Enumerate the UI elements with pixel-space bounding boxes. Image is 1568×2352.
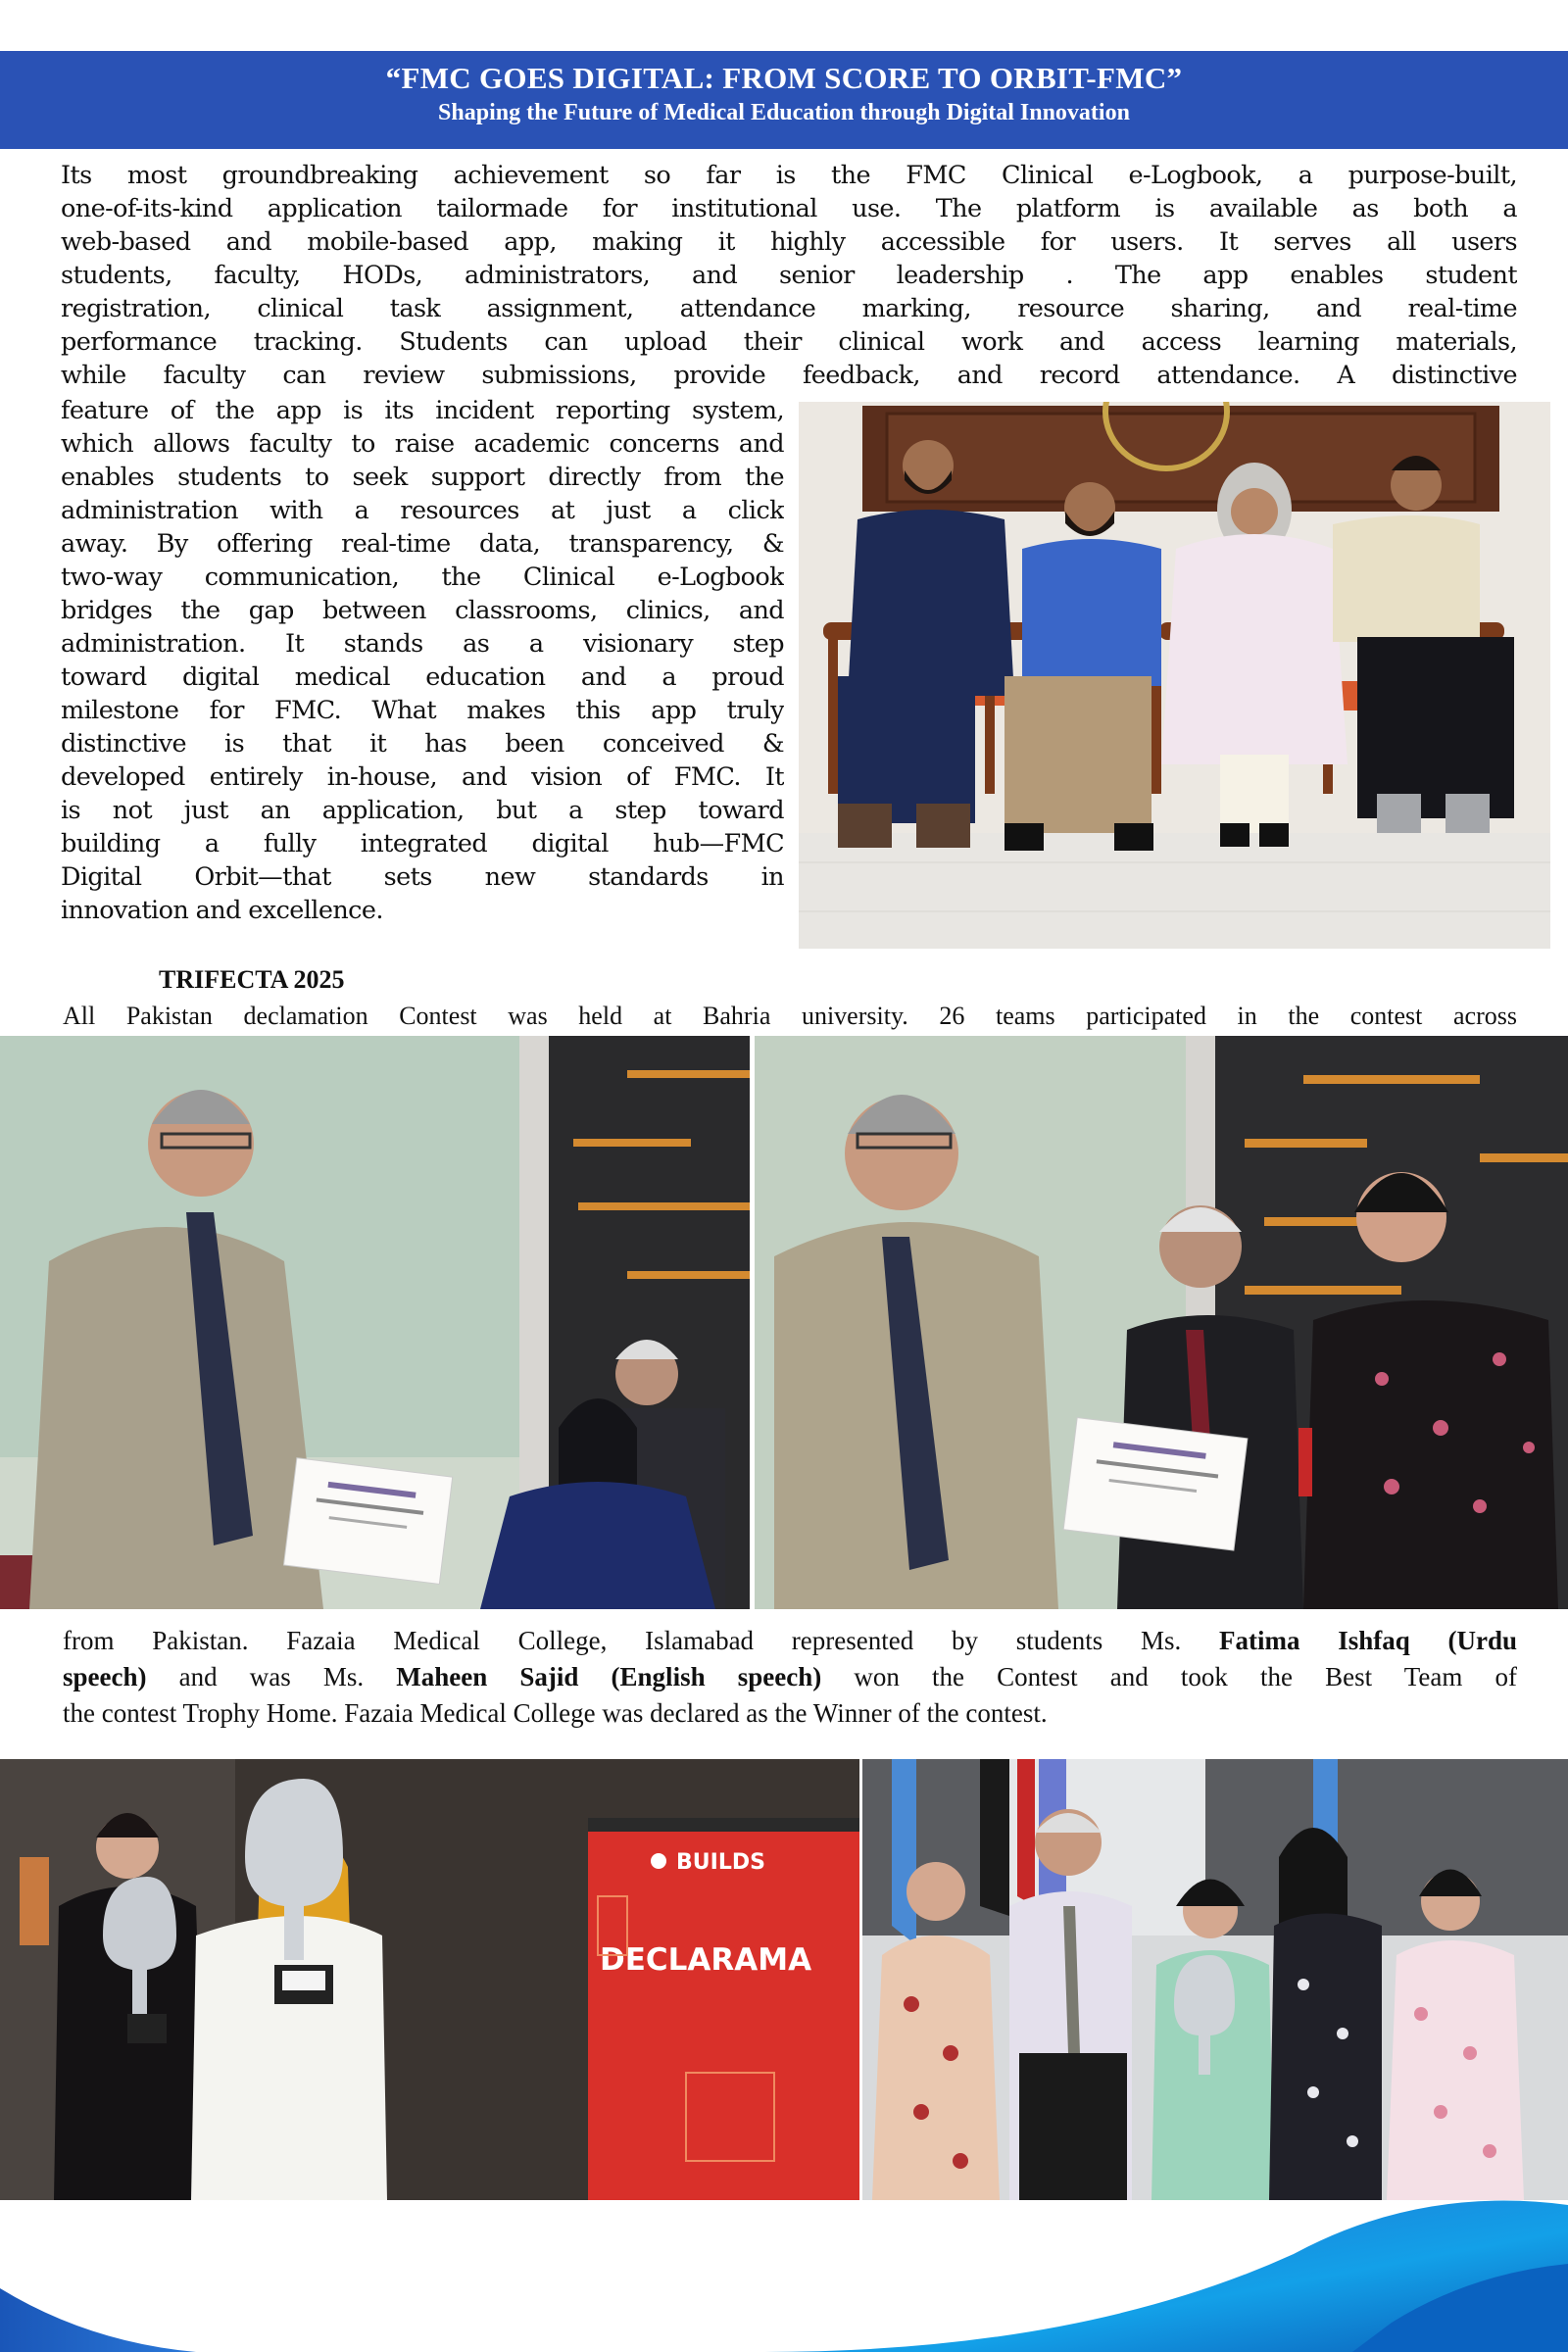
text-line: milestone for FMC. What makes this app truly (61, 696, 784, 725)
text-line: bridges the gap between classrooms, clinics, and (61, 596, 784, 625)
section-heading: TRIFECTA 2025 (159, 965, 345, 994)
text-line: the contest Trophy Home. Fazaia Medical College was declared as the Winner of the contest. (63, 1698, 1048, 1728)
certificate-award-english-photo (755, 1036, 1568, 1609)
text-line: toward digital medical education and a proud (61, 662, 784, 692)
group-photo (862, 1759, 1568, 2200)
text-line: students, faculty, HODs, administrators, and senior leadership . The app enables student (61, 261, 1517, 290)
footer-wave-decoration (0, 2195, 1568, 2352)
text-line: two-way communication, the Clinical e-Logbook (61, 563, 784, 592)
text-line: Digital Orbit—that sets new standards in (61, 862, 784, 892)
text-line: developed entirely in-house, and vision of FMC. It (61, 762, 784, 792)
text-line: while faculty can review submissions, provide feedback, and record attendance. A distinctive (61, 361, 1517, 390)
text-line: is not just an application, but a step toward (61, 796, 784, 825)
page-subtitle: Shaping the Future of Medical Education through Digital Innovation (438, 100, 1130, 125)
text-line: web-based and mobile-based app, making it highly accessible for users. It serves all users (61, 227, 1517, 257)
text-line: which allows faculty to raise academic concerns and (61, 429, 784, 459)
text-line: performance tracking. Students can upload their clinical work and access learning materials, (61, 327, 1517, 357)
article-intro-paragraph (61, 159, 1517, 392)
contest-intro-line: All Pakistan declamation Contest was held at Bahria university. 26 teams participated in the contest across (63, 1002, 1517, 1030)
text-line: innovation and excellence. (61, 896, 383, 925)
certificate-award-urdu-photo (0, 1036, 750, 1609)
student-name-maheen: Maheen Sajid (English speech) (396, 1662, 822, 1691)
text-line (63, 1623, 1517, 1659)
text-line: building a fully integrated digital hub—FMC (61, 829, 784, 858)
student-name-fatima: Fatima Ishfaq (Urdu (1218, 1626, 1517, 1655)
text-line: enables students to seek support directly from the (61, 463, 784, 492)
text-line: administration with a resources at just a click (61, 496, 784, 525)
trophy-winners-photo (0, 1759, 859, 2200)
banner-declarama-text: DECLARAMA (600, 1942, 812, 1978)
text-line: away. By offering real-time data, transparency, & (61, 529, 784, 559)
text-line: one-of-its-kind application tailormade for institutional use. The platform is available as both a (61, 194, 1517, 223)
text-run: from Pakistan. Fazaia Medical College, Islamabad represented by students Ms. (63, 1626, 1219, 1655)
text-line: registration, clinical task assignment, attendance marking, resource sharing, and real-time (61, 294, 1517, 323)
header-banner (0, 51, 1568, 149)
text-line (63, 1659, 1517, 1695)
text-line: distinctive is that it has been conceived & (61, 729, 784, 759)
contest-result-paragraph (63, 1623, 1517, 1732)
team-photo (799, 402, 1550, 949)
page-title: “FMC GOES DIGITAL: FROM SCORE TO ORBIT-FMC” (385, 61, 1183, 95)
article-column-paragraph (61, 394, 784, 927)
text-line: Its most groundbreaking achievement so far is the FMC Clinical e-Logbook, a purpose-built, (61, 161, 1517, 190)
text-run: and was Ms. (146, 1662, 397, 1691)
text-line: feature of the app is its incident reporting system, (61, 396, 784, 425)
text-line: administration. It stands as a visionary step (61, 629, 784, 659)
banner-builds-text: BUILDS (676, 1850, 765, 1875)
text-run: won the Contest and took the Best Team of (821, 1662, 1517, 1691)
text-run-bold: speech) (63, 1662, 147, 1691)
